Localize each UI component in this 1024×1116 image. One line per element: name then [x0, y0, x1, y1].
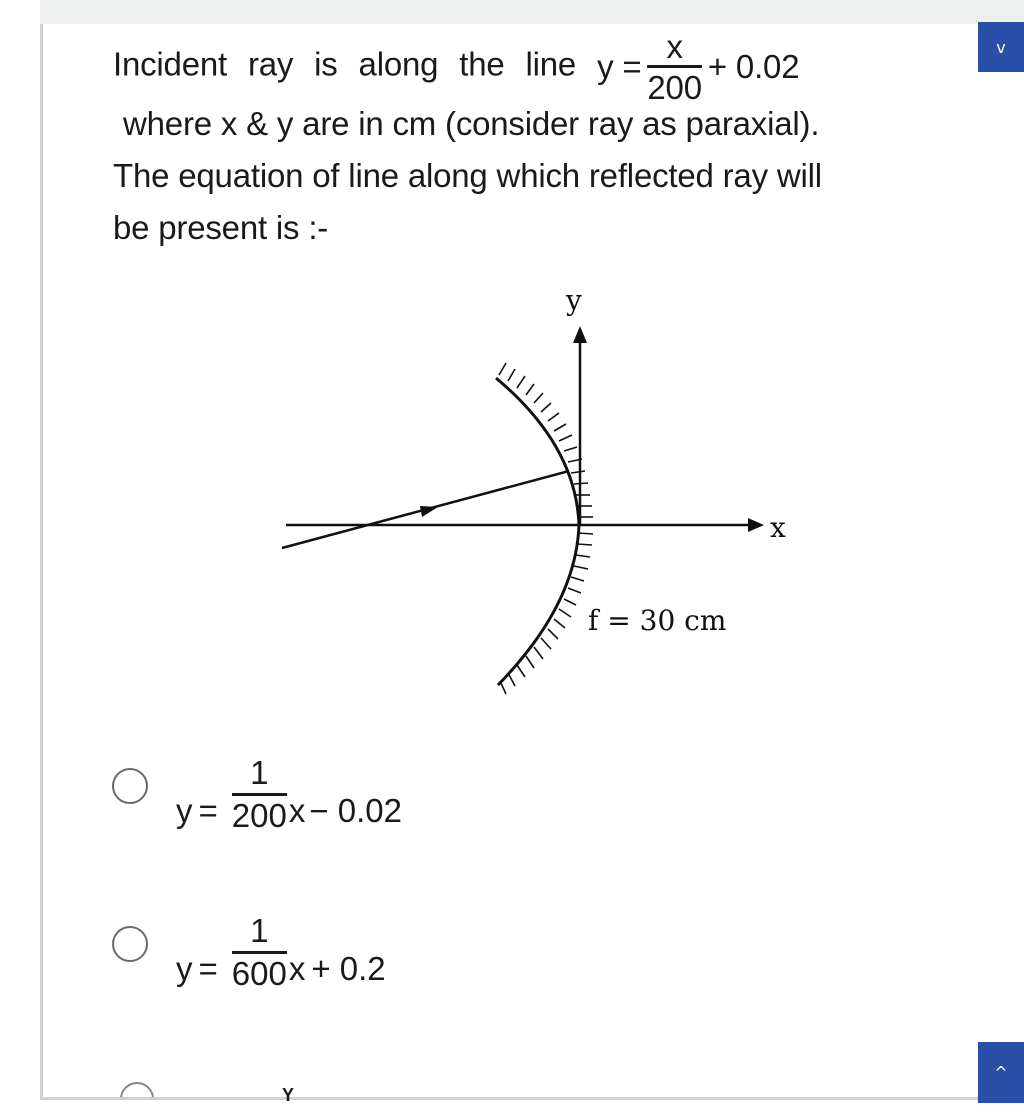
question-line-4: be present is :-: [113, 209, 329, 247]
radio-button[interactable]: [120, 1082, 154, 1116]
focal-length-label: f = 30 cm: [588, 604, 727, 637]
x-axis-label: x: [770, 511, 786, 544]
concave-mirror-icon: [496, 363, 593, 694]
top-band: [40, 0, 1024, 25]
question-line-2: where x & y are in cm (consider ray as paraxial).: [123, 105, 820, 142]
mirror-diagram: [270, 275, 810, 715]
fraction: $\frac{1}{600}$: [231, 912, 287, 992]
scroll-expand-button[interactable]: [978, 1042, 1024, 1103]
option-3-partial-text: Y: [282, 1085, 295, 1105]
fraction: $\frac{1}{200}$: [231, 754, 287, 834]
chevron-up-icon: ^: [994, 1063, 1008, 1082]
x-axis: [286, 518, 764, 532]
option-1[interactable]: [112, 756, 402, 832]
scroll-collapse-button[interactable]: [978, 22, 1024, 72]
ray-arrow-icon: [420, 506, 438, 517]
question-line-3: The equation of line along which reflected ray will: [113, 157, 822, 195]
radio-button[interactable]: [112, 926, 148, 962]
question-text: [113, 30, 973, 254]
radio-button[interactable]: [112, 768, 148, 804]
option-3-partial[interactable]: [120, 1082, 154, 1116]
fraction: $\frac{x}{200}$: [647, 28, 702, 106]
incident-ray: [282, 471, 569, 548]
option-1-equation: y = $\frac{1}{200}$ x − 0.02: [176, 754, 403, 834]
question-line-1: Incident ray is along the line y = $\frac{x}{200}$ + 0.02: [113, 28, 800, 106]
chevron-down-icon: v: [996, 37, 1006, 57]
option-2[interactable]: [112, 914, 386, 990]
incident-ray-equation: y = $\frac{x}{200}$ + 0.02: [597, 28, 800, 106]
option-2-equation: y = $\frac{1}{600}$ x + 0.2: [176, 912, 386, 992]
y-axis-label: y: [566, 284, 582, 317]
